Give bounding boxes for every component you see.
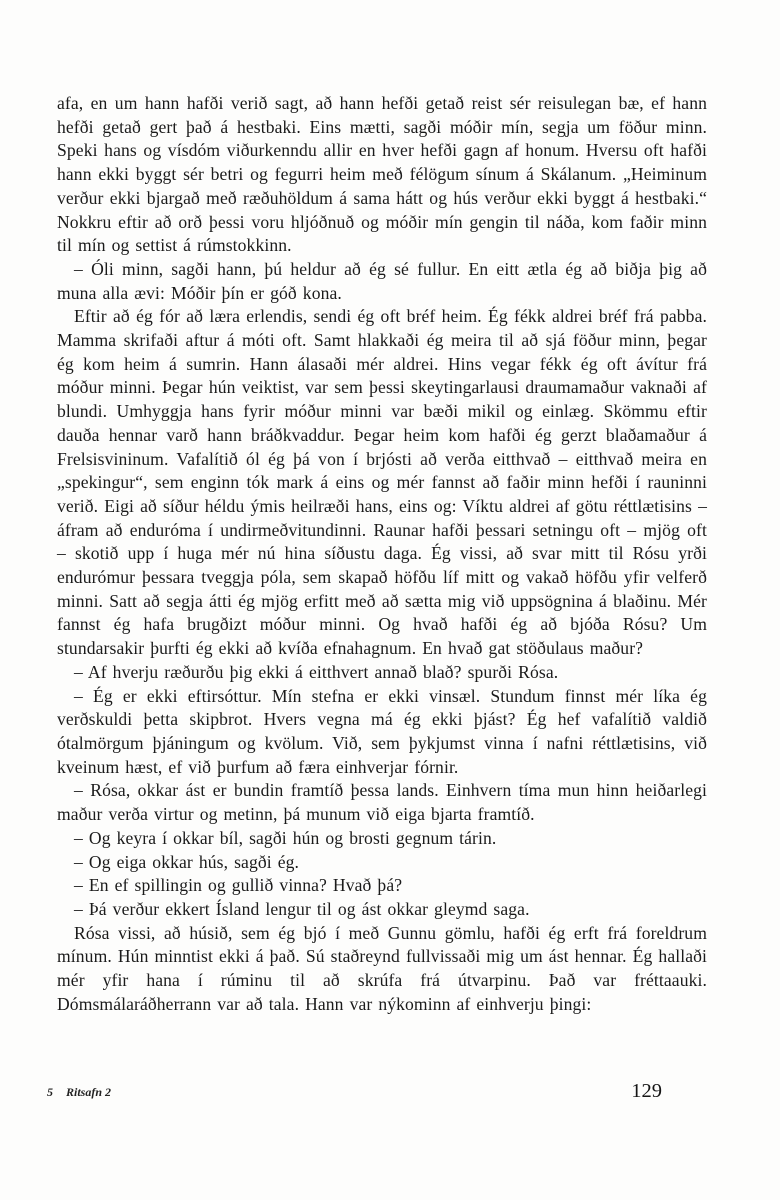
paragraph-dialogue: – Þá verður ekkert Ísland lengur til og ást okkar gleymd saga. xyxy=(74,898,530,919)
signature-mark xyxy=(47,1085,111,1100)
paragraph-dialogue: – Ég er ekki eftirsóttur. Mín stefna er ekki vinsæl. Stundum finnst mér líka ég verðskuldi þetta skipbrot. Hvers vegna má ég ekki þjást? Ég hef vafalítið valdið ótalmörgum þjáningum og kvölum. Við, sem þykjumst vinna í nafni réttlætisins, við kveinum hæst, ef við þurfum að færa einhverjar fórnir. xyxy=(57,685,707,777)
page-number: 129 xyxy=(631,1080,662,1102)
paragraph: Rósa vissi, að húsið, sem ég bjó í með Gunnu gömlu, hafði ég erft frá foreldrum mínum. Hún minntist ekki á það. Sú staðreynd fullvissaði mig um ást hennar. Ég hallaði mér yfir hana í rúminu til að skrúfa frá útvarpinu. Það var fréttaauki. Dómsmálaráðherrann var að tala. Hann var nýkominn af einhverju þingi: xyxy=(57,922,707,1014)
paragraph-dialogue: – En ef spillingin og gullið vinna? Hvað þá? xyxy=(74,875,403,896)
paragraph-dialogue: – Af hverju ræðurðu þig ekki á eitthvert annað blað? spurði Rósa. xyxy=(74,661,559,682)
signature-number: 5 xyxy=(47,1085,53,1099)
paragraph-dialogue: – Og keyra í okkar bíl, sagði hún og brosti gegnum tárin. xyxy=(74,827,497,848)
paragraph: afa, en um hann hafði verið sagt, að hann hefði getað reist sér reisulegan bæ, ef hann hefði getað gert það á hestbaki. Eins mætti, sagði móðir mín, segja um föður minn. Speki hans og vísdóm viðurkenndu allir en hver hefði gagn af honum. Hversu oft hafði hann ekki byggt sér betri og fegurri heim með félögum sínum á Skálanum. „Heiminum verður ekki bjargað með ræðuhöldum á sama hátt og hús verður ekki byggt á hestbaki.“ Nokkru eftir að orð þessi voru hljóðnuð og móðir mín gengin til náða, kom faðir minn til mín og settist á rúmstokkinn. xyxy=(57,93,707,256)
paragraph-dialogue: – Og eiga okkar hús, sagði ég. xyxy=(74,851,300,872)
paragraph-dialogue: – Rósa, okkar ást er bundin framtíð þessa lands. Einhvern tíma mun hinn heiðarlegi maður verða virtur og metinn, þá munum við eiga bjarta framtíð. xyxy=(57,780,707,825)
signature-title: Ritsafn 2 xyxy=(66,1085,112,1099)
paragraph: Eftir að ég fór að læra erlendis, sendi ég oft bréf heim. Ég fékk aldrei bréf frá pabba. Mamma skrifaði aftur á móti oft. Samt hlakkaði ég meira til að sjá föður minn, þegar ég kom heim á sumrin. Hann álasaði mér aldrei. Hins vegar fékk ég oft ávítur frá móður minni. Þegar hún veiktist, var sem þessi skeytingarlausi draumamaður vaknaði af blundi. Umhyggja hans fyrir móður minni var bæði mikil og einlæg. Skömmu eftir dauða hennar varð hann bráðkvaddur. Þegar heim kom hafði ég gerzt blaðamaður á Frelsisvininum. Vafalítið ól ég þá von í brjósti að verða eitthvað – eitthvað meira en „spekingur“, sem enginn tók mark á eins og mér fannst að faðir minn hefði í rauninni verið. Eigi að síður héldu ýmis heilræði hans, eins og: Víktu aldrei af götu réttlætisins – áfram að enduróma í undirmeðvitundinni. Raunar hafði þessari setningu oft – mjög oft – skotið upp í huga mér nú hina síðustu daga. Ég vissi, að svar mitt til Rósu yrði endurómur þessara tveggja póla, sem skapað höfðu líf mitt og vakað höfðu yfir velferð minni. Satt að segja átti ég mjög erfitt með að sætta mig við uppsögnina á blaðinu. Mér fannst ég hafa brugðizt móður minni. Og hvað hafði ég að bjóða Rósu? Um stundarsakir þurfti ég ekki að kvíða efnahagnum. En hvað gat stöðulaus maður? xyxy=(57,306,707,659)
paragraph-dialogue: – Óli minn, sagði hann, þú heldur að ég sé fullur. En eitt ætla ég að biðja þig að muna alla ævi: Móðir þín er góð kona. xyxy=(57,258,707,303)
body-text xyxy=(57,92,707,1016)
